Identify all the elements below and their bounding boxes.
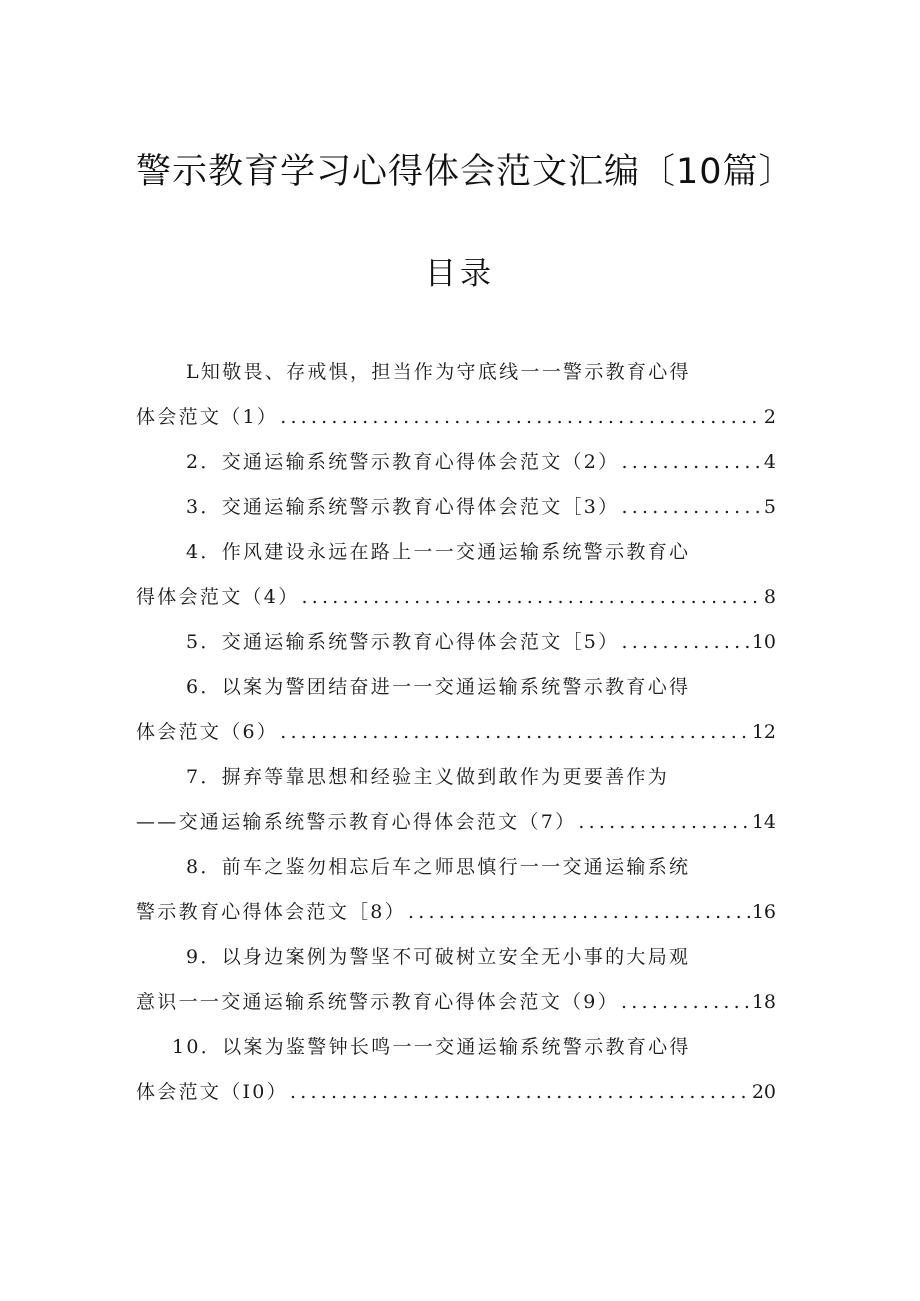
toc-entry-4[interactable] [136, 530, 776, 620]
toc-entry-title: 6．以案为警团结奋进一一交通运输系统警示教育心得 [186, 676, 691, 698]
toc-entry-title: 10．以案为鉴警钟长鸣一一交通运输系统警示教育心得 [172, 1036, 691, 1058]
toc-page-number: 20 [751, 1081, 776, 1103]
toc-leader-dots [280, 395, 762, 440]
toc-leader-dots [290, 1070, 750, 1115]
toc-leader-dots [578, 800, 749, 845]
toc-leader-dots [408, 890, 750, 935]
toc-entry-title: 5．交通运输系统警示教育心得体会范文［5） [186, 631, 620, 653]
toc-leader-dots [621, 620, 749, 665]
toc-entry-title: 3．交通运输系统警示教育心得体会范文［3） [186, 496, 620, 518]
toc-page-number: 8 [763, 586, 776, 608]
toc-leader-dots [621, 440, 761, 485]
toc-page-number: 12 [751, 721, 776, 743]
toc-entry-title: 9．以身边案例为警坚不可破树立安全无小事的大局观 [186, 946, 691, 968]
toc-page-number: 18 [751, 991, 776, 1013]
toc-entry-title: 7．摒弃等靠思想和经验主义做到敢作为更要善作为 [186, 766, 669, 788]
toc-heading: 目录 [425, 256, 495, 292]
toc-entry-title-cont: 警示教育心得体会范文［8） [136, 901, 406, 923]
toc-leader-dots [621, 485, 761, 530]
toc-entry-7[interactable] [136, 755, 776, 845]
toc-page-number: 16 [751, 901, 776, 923]
toc-entry-5[interactable] [136, 620, 776, 665]
toc-entry-title-cont: ——交通运输系统警示教育心得体会范文（7） [136, 811, 577, 833]
table-of-contents [136, 350, 776, 1115]
toc-page-number: 5 [763, 496, 776, 518]
toc-entry-title: 4．作风建设永远在路上一一交通运输系统警示教育心 [186, 541, 691, 563]
toc-page-number: 4 [763, 451, 776, 473]
toc-entry-2[interactable] [136, 440, 776, 485]
toc-leader-dots [302, 575, 762, 620]
toc-entry-title: 8．前车之鉴勿相忘后车之师思慎行一一交通运输系统 [186, 856, 691, 878]
document-title: 警示教育学习心得体会范文汇编〔10篇〕 [136, 152, 795, 192]
toc-entry-title-cont: 体会范文（6） [136, 721, 279, 743]
toc-entry-1[interactable] [136, 350, 776, 440]
toc-entry-title: 2．交通运输系统警示教育心得体会范文（2） [186, 451, 620, 473]
toc-page-number: 14 [751, 811, 776, 833]
toc-entry-10[interactable] [136, 1025, 776, 1115]
toc-entry-title-cont: 意识一一交通运输系统警示教育心得体会范文（9） [136, 991, 619, 1013]
toc-entry-3[interactable] [136, 485, 776, 530]
toc-leader-dots [280, 710, 750, 755]
toc-entry-title-cont: 体会范文（I0） [136, 1081, 288, 1103]
toc-page-number: 10 [751, 631, 776, 653]
toc-entry-8[interactable] [136, 845, 776, 935]
toc-entry-title-cont: 体会范文（1） [136, 406, 279, 428]
toc-leader-dots [621, 980, 750, 1025]
toc-entry-title: L知敬畏、存戒惧，担当作为守底线一一警示教育心得 [186, 361, 691, 383]
toc-entry-6[interactable] [136, 665, 776, 755]
toc-page-number: 2 [763, 406, 776, 428]
toc-entry-9[interactable] [136, 935, 776, 1025]
toc-entry-title-cont: 得体会范文（4） [136, 586, 300, 608]
